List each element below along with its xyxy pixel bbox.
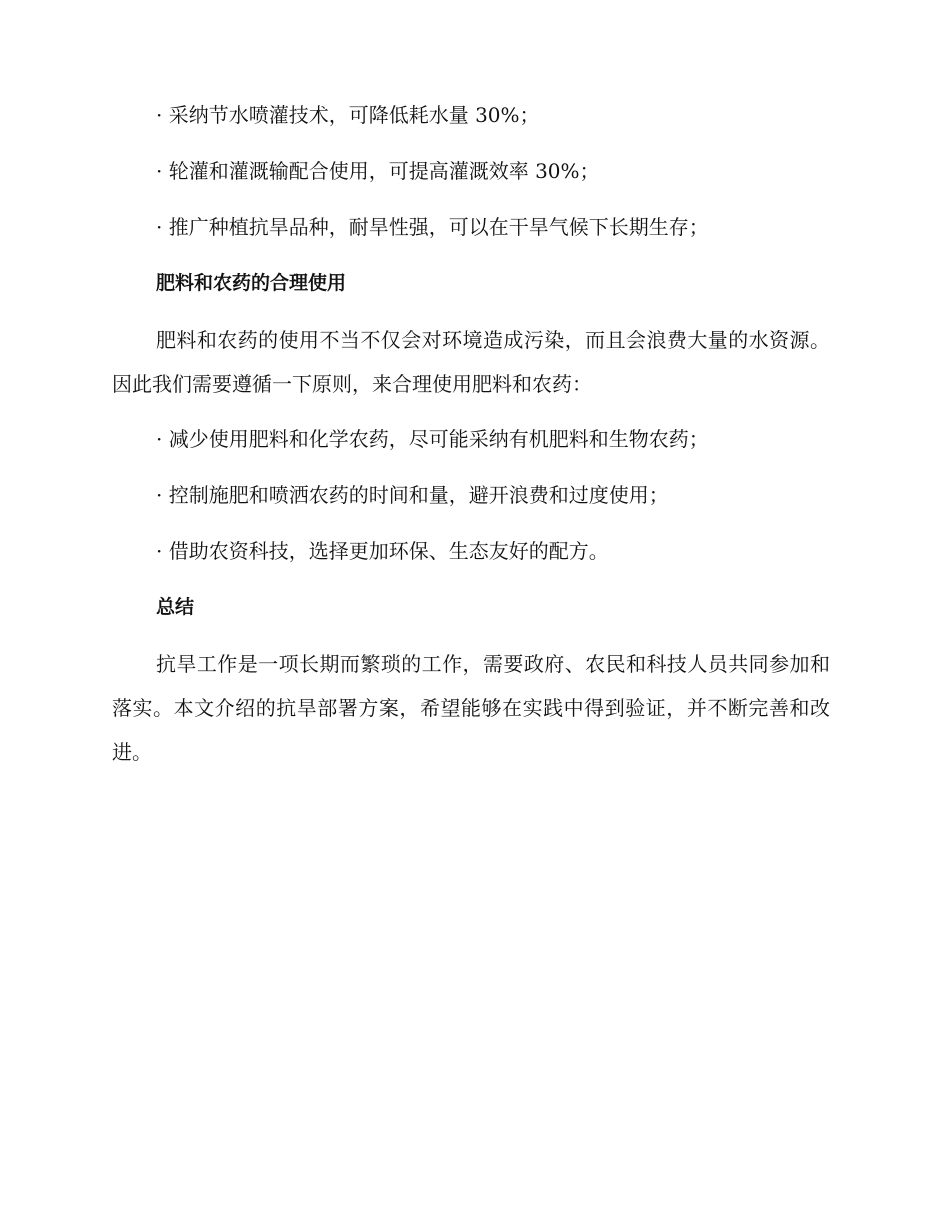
document-body [112,100,830,792]
section-heading-fertilizer: 肥料和农药的合理使用 [156,272,347,294]
summary-paragraph: 抗旱工作是一项长期而繁琐的工作，需要政府、农民和科技人员共同参加和落实。本文介绍的抗旱部署方案，希望能够在实践中得到验证，并不断完善和改进。 [112,652,830,764]
list-item: · 减少使用肥料和化学农药，尽可能采纳有机肥料和生物农药； [156,427,709,451]
list-item: · 控制施肥和喷洒农药的时间和量，避开浪费和过度使用； [156,483,669,507]
list-item: · 推广种植抗旱品种，耐旱性强，可以在干旱气候下长期生存； [156,215,709,239]
list-item: · 采纳节水喷灌技术，可降低耗水量 30%； [156,103,540,127]
section-heading-summary: 总结 [156,596,195,618]
list-item: · 轮灌和灌溉输配合使用，可提高灌溉效率 30%； [156,159,600,183]
list-item: · 借助农资科技，选择更加环保、生态友好的配方。 [156,539,609,563]
fertilizer-intro-paragraph: 肥料和农药的使用不当不仅会对环境造成污染，而且会浪费大量的水资源。因此我们需要遵循一下原则，来合理使用肥料和农药： [112,328,830,396]
